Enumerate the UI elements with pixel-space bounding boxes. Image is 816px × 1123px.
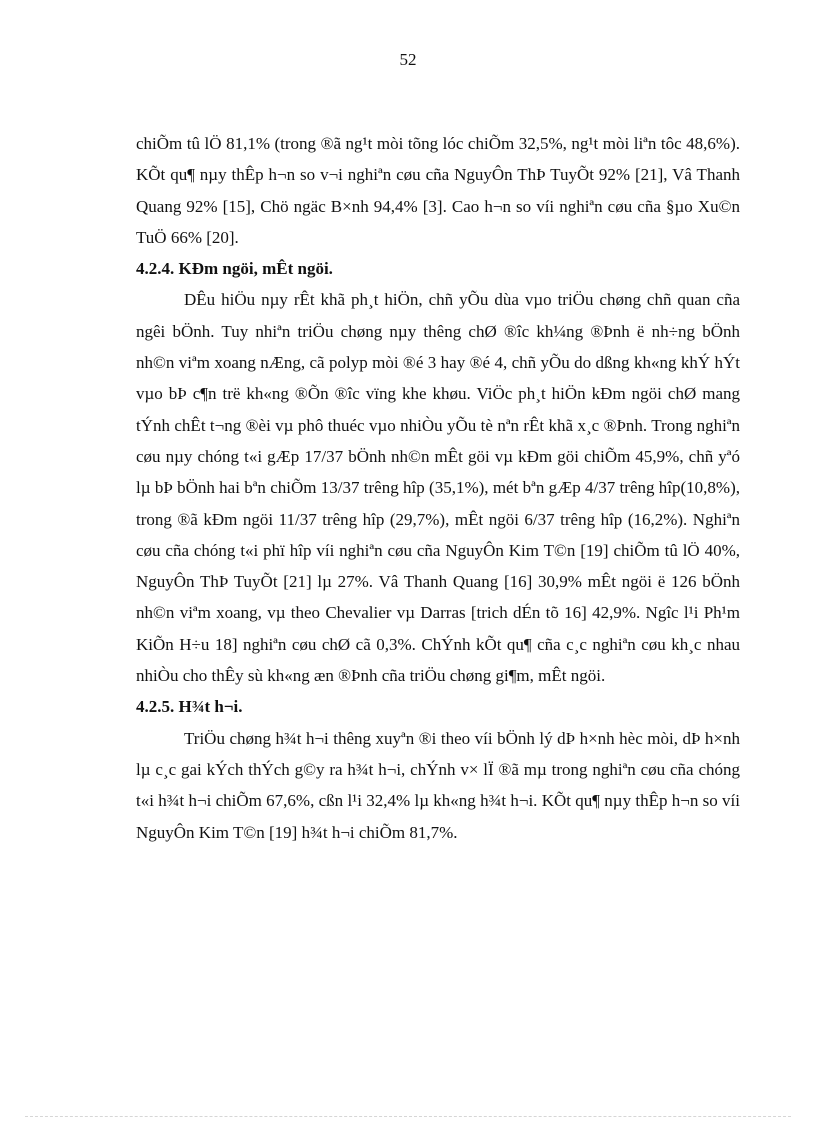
page-bottom-divider bbox=[25, 1116, 791, 1117]
section-heading-sneeze: 4.2.5. H¾t h¬i. bbox=[136, 697, 243, 717]
paragraph-nasal-obstruction: chiÕm tû lÖ 81,1% (trong ®ã ng¹t mòi tõng lóc chiÕm 32,5%, ng¹t mòi liªn tôc 48,6%). KÕt qu¶ nµy thÊp h¬n so v¬i nghiªn cøu cña NguyÔn ThÞ TuyÕt 92% [21], Vâ Thanh Quang 92% [15], Chö ngäc B×nh 94,4% [3]. Cao h¬n so víi nghiªn cøu cña §µo Xu©n TuÖ 66% [20]. bbox=[136, 134, 740, 247]
page-number: 52 bbox=[399, 50, 417, 69]
paragraph-smell: DÊu hiÖu nµy rÊt khã ph¸t hiÖn, chñ yÕu dùa vµo triÖu chøng chñ quan cña ngêi bÖnh. Tuy nhiªn triÖu chøng nµy thêng chØ ®îc kh¼ng ®Þnh ë nh÷ng bÖnh nh©n viªm xoang nÆng, cã polyp mòi ®é 3 hay ®é 4, chñ yÕu do dßng kh«ng khÝ hÝt vµo bÞ c¶n trë kh«ng ®Õn ®îc vïng khe khøu. ViÖc ph¸t hiÖn kÐm ngöi chØ mang tÝnh chÊt t¬ng ®èi vµ phô thuéc vµo nhiÒu yÕu tè nªn rÊt khã x¸c ®Þnh. Trong nghiªn cøu nµy chóng t«i gÆp 17/37 bÖnh nh©n mÊt göi vµ kÐm göi chiÕm 45,9%, chñ yªó lµ bÞ bÖnh hai bªn chiÕm 13/37 trêng hîp (35,1%), mét bªn gÆp 4/37 trêng hîp(10,8%), trong ®ã kÐm ngöi 11/37 trêng hîp (29,7%), mÊt ngöi 6/37 trêng hîp (16,2%). Nghiªn cøu cña chóng t«i phï hîp víi nghiªn cøu cña NguyÔn Kim T©n [19] chiÕm tû lÖ 40%, NguyÔn ThÞ TuyÕt [21] lµ 27%. Vâ Thanh Quang [16] 30,9% mÊt ngöi ë 126 bÖnh nh©n viªm xoang, vµ theo Chevalier vµ Darras [trich dÉn tõ 16] 42,9%. Ngîc l¹i Ph¹m KiÕn H÷u 18] nghiªn cøu chØ cã 0,3%. ChÝnh kÕt qu¶ cña c¸c nghiªn cøu kh¸c nhau nhiÒu cho thÊy sù kh«ng æn ®Þnh cña triÖu chøng gi¶m, mÊt ngöi. bbox=[136, 290, 740, 686]
page-body bbox=[136, 128, 740, 848]
section-heading-smell: 4.2.4. KÐm ngöi, mÊt ngöi. bbox=[136, 259, 333, 279]
paragraph-sneeze: TriÖu chøng h¾t h¬i thêng xuyªn ®i theo víi bÖnh lý dÞ h×nh hèc mòi, dÞ h×nh lµ c¸c gai kÝch thÝch g©y ra h¾t h¬i, chÝnh v× lÏ ®ã mµ trong nghiªn cøu cña chóng t«i h¾t h¬i chiÕm 67,6%, cßn l¹i 32,4% lµ kh«ng h¾t h¬i. KÕt qu¶ nµy thÊp h¬n so víi NguyÔn Kim T©n [19] h¾t h¬i chiÕm 81,7%. bbox=[136, 728, 740, 842]
